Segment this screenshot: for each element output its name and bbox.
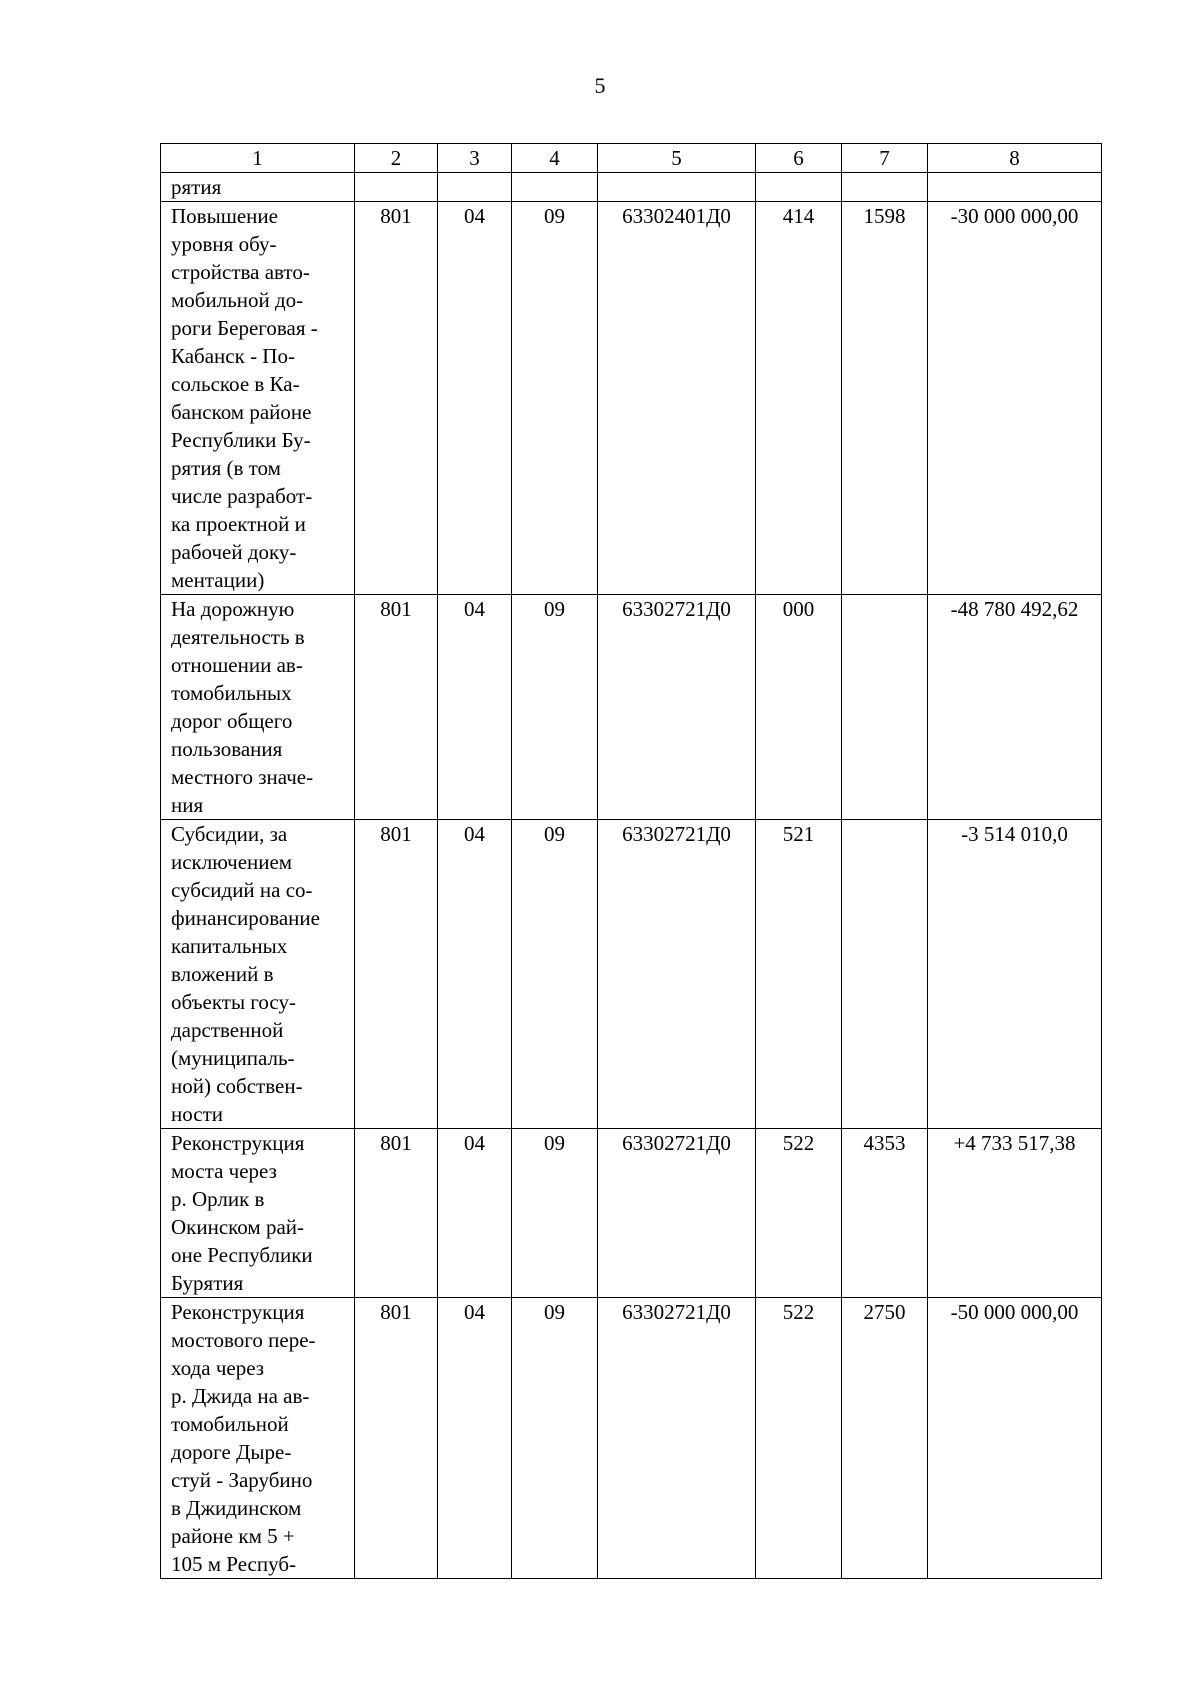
column-number-header: 4	[512, 144, 598, 173]
object-code-cell	[842, 820, 928, 1129]
expense-name-cell: Повышение уровня обу- стройства авто- мобильной до- роги Береговая - Кабанск - По- сольское в Ка- банском районе Республики Бу- рятия (в том числе разработ- ка проектной и рабочей доку- ментации)	[161, 202, 355, 595]
column-number-header: 5	[598, 144, 756, 173]
expense-type-cell: 522	[756, 1129, 842, 1298]
column-number-header-row	[161, 144, 1102, 173]
object-code-cell	[842, 595, 928, 820]
ministry-code-cell: 801	[355, 595, 438, 820]
expense-name-cell: рятия	[161, 173, 355, 202]
expense-name-cell: На дорожную деятельность в отношении ав- томобильных дорог общего пользования местного значе- ния	[161, 595, 355, 820]
column-number-header: 2	[355, 144, 438, 173]
target-article-cell: 63302721Д0	[598, 820, 756, 1129]
amount-cell: +4 733 517,38	[928, 1129, 1102, 1298]
ministry-code-cell: 801	[355, 1129, 438, 1298]
object-code-cell	[842, 173, 928, 202]
object-code-cell: 4353	[842, 1129, 928, 1298]
table-row	[161, 1298, 1102, 1579]
ministry-code-cell: 801	[355, 202, 438, 595]
subsection-code-cell	[512, 173, 598, 202]
target-article-cell: 63302401Д0	[598, 202, 756, 595]
section-code-cell: 04	[438, 1298, 512, 1579]
target-article-cell	[598, 173, 756, 202]
section-code-cell	[438, 173, 512, 202]
subsection-code-cell: 09	[512, 1298, 598, 1579]
section-code-cell: 04	[438, 202, 512, 595]
amount-cell: -30 000 000,00	[928, 202, 1102, 595]
ministry-code-cell	[355, 173, 438, 202]
table-row	[161, 202, 1102, 595]
subsection-code-cell: 09	[512, 202, 598, 595]
column-number-header: 3	[438, 144, 512, 173]
section-code-cell: 04	[438, 595, 512, 820]
section-code-cell: 04	[438, 1129, 512, 1298]
expense-type-cell: 414	[756, 202, 842, 595]
amount-cell: -3 514 010,0	[928, 820, 1102, 1129]
amount-cell	[928, 173, 1102, 202]
expense-name-cell: Реконструкция мостового пере- хода через р. Джида на ав- томобильной дороге Дыре- стуй - Зарубино в Джидинском районе км 5 + 105 м Респуб-	[161, 1298, 355, 1579]
expense-type-cell: 522	[756, 1298, 842, 1579]
subsection-code-cell: 09	[512, 1129, 598, 1298]
target-article-cell: 63302721Д0	[598, 1298, 756, 1579]
table-row	[161, 595, 1102, 820]
expense-type-cell: 521	[756, 820, 842, 1129]
subsection-code-cell: 09	[512, 820, 598, 1129]
amount-cell: -50 000 000,00	[928, 1298, 1102, 1579]
column-number-header: 1	[161, 144, 355, 173]
ministry-code-cell: 801	[355, 820, 438, 1129]
expense-name-cell: Субсидии, за исключением субсидий на со- финансирование капитальных вложений в объекты госу- дарственной (муниципаль- ной) собствен- ности	[161, 820, 355, 1129]
column-number-header: 7	[842, 144, 928, 173]
subsection-code-cell: 09	[512, 595, 598, 820]
table-row	[161, 1129, 1102, 1298]
column-number-header: 8	[928, 144, 1102, 173]
target-article-cell: 63302721Д0	[598, 1129, 756, 1298]
page-number: 5	[594, 73, 606, 98]
table-row	[161, 173, 1102, 202]
expense-type-cell	[756, 173, 842, 202]
expense-type-cell: 000	[756, 595, 842, 820]
ministry-code-cell: 801	[355, 1298, 438, 1579]
budget-table	[160, 143, 1102, 1579]
column-number-header: 6	[756, 144, 842, 173]
expense-name-cell: Реконструкция моста через р. Орлик в Окинском рай- оне Республики Бурятия	[161, 1129, 355, 1298]
table-row	[161, 820, 1102, 1129]
amount-cell: -48 780 492,62	[928, 595, 1102, 820]
object-code-cell: 2750	[842, 1298, 928, 1579]
section-code-cell: 04	[438, 820, 512, 1129]
object-code-cell: 1598	[842, 202, 928, 595]
target-article-cell: 63302721Д0	[598, 595, 756, 820]
